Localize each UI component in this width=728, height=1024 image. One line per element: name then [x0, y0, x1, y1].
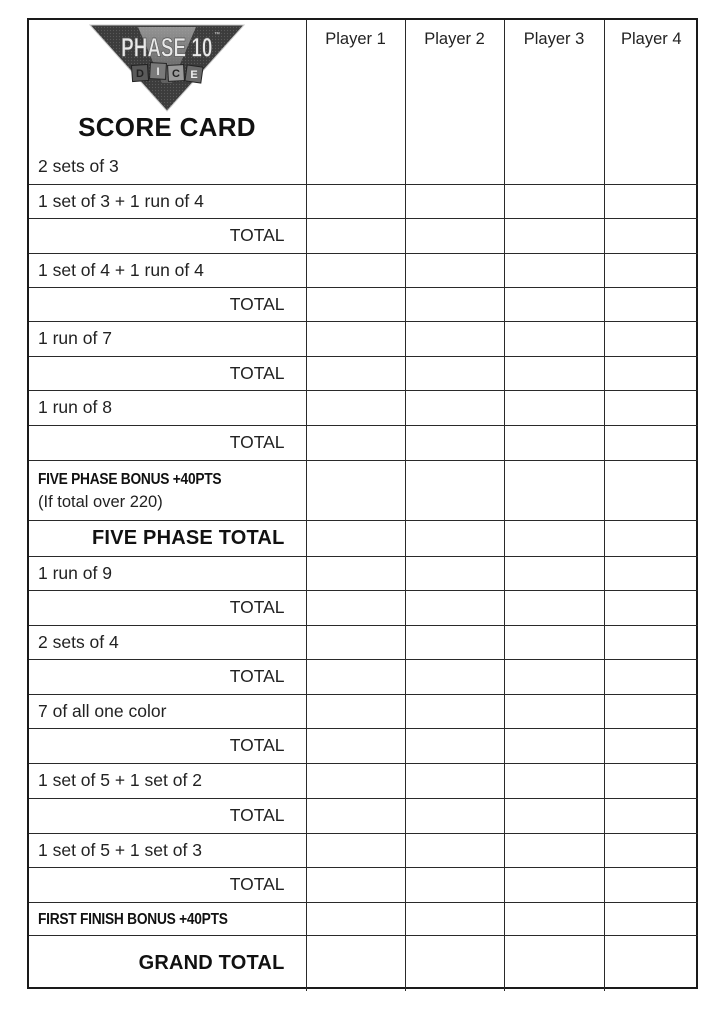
row-label-cell — [29, 287, 306, 321]
score-cell-player-2[interactable] — [405, 149, 504, 184]
score-cell-player-2[interactable] — [405, 833, 504, 867]
score-row — [29, 659, 698, 694]
score-table — [29, 20, 698, 991]
row-label-cell — [29, 590, 306, 625]
score-row — [29, 253, 698, 287]
score-row — [29, 694, 698, 728]
score-cell-player-3[interactable] — [504, 728, 604, 763]
score-cell-player-2[interactable] — [405, 460, 504, 520]
score-cell-player-1[interactable] — [306, 253, 405, 287]
score-rows — [29, 149, 698, 991]
score-cell-player-4[interactable] — [604, 694, 698, 728]
svg-text:I: I — [156, 66, 160, 78]
row-label-cell — [29, 149, 306, 184]
score-row — [29, 425, 698, 460]
row-label-cell — [29, 867, 306, 902]
score-row — [29, 935, 698, 991]
svg-text:PHASE 10: PHASE 10 — [121, 32, 213, 63]
score-row — [29, 625, 698, 659]
row-label-cell — [29, 321, 306, 356]
score-cell-player-4[interactable] — [604, 763, 698, 798]
score-cell-player-4[interactable] — [604, 625, 698, 659]
row-label-cell — [29, 935, 306, 991]
score-cell-player-4[interactable] — [604, 556, 698, 590]
phase-label: 1 set of 3 + 1 run of 4 — [38, 190, 204, 211]
score-cell-player-3[interactable] — [504, 798, 604, 833]
score-row — [29, 763, 698, 798]
phase-label: 1 set of 5 + 1 set of 2 — [38, 770, 202, 790]
row-label-cell — [29, 902, 306, 935]
score-cell-player-3[interactable] — [504, 763, 604, 798]
total-label: TOTAL — [229, 362, 285, 383]
total-label: TOTAL — [229, 225, 285, 245]
score-row — [29, 149, 698, 184]
score-cell-player-3[interactable] — [504, 833, 604, 867]
score-cell-player-1[interactable] — [306, 625, 405, 659]
score-row — [29, 520, 698, 556]
score-row — [29, 833, 698, 867]
score-cell-player-2[interactable] — [405, 520, 504, 556]
total-label: TOTAL — [229, 666, 285, 686]
score-cell-player-3[interactable] — [504, 935, 604, 991]
score-cell-player-2[interactable] — [405, 556, 504, 590]
score-cell-player-4[interactable] — [604, 935, 698, 991]
row-label-cell — [29, 218, 306, 253]
score-cell-player-4[interactable] — [604, 390, 698, 425]
score-cell-player-3[interactable] — [504, 460, 604, 520]
score-cell-player-3[interactable] — [504, 556, 604, 590]
score-cell-player-3[interactable] — [504, 356, 604, 390]
row-label-cell — [29, 625, 306, 659]
svg-text:E: E — [190, 69, 198, 81]
score-cell-player-2[interactable] — [405, 867, 504, 902]
score-cell-player-4[interactable] — [604, 867, 698, 902]
score-cell-player-2[interactable] — [405, 184, 504, 218]
score-cell-player-1[interactable] — [306, 867, 405, 902]
score-row — [29, 390, 698, 425]
score-cell-player-1[interactable] — [306, 321, 405, 356]
phase-label: 1 run of 9 — [38, 562, 112, 583]
score-cell-player-2[interactable] — [405, 694, 504, 728]
player-2-header: Player 2 — [405, 20, 504, 149]
score-cell-player-4[interactable] — [604, 184, 698, 218]
score-cell-player-2[interactable] — [405, 218, 504, 253]
score-row — [29, 321, 698, 356]
score-cell-player-1[interactable] — [306, 935, 405, 991]
score-row — [29, 728, 698, 763]
header-row — [29, 20, 698, 149]
score-cell-player-2[interactable] — [405, 935, 504, 991]
row-label-cell — [29, 833, 306, 867]
svg-text:C: C — [172, 68, 180, 80]
score-cell-player-2[interactable] — [405, 728, 504, 763]
score-cell-player-3[interactable] — [504, 218, 604, 253]
score-cell-player-4[interactable] — [604, 902, 698, 935]
score-cell-player-3[interactable] — [504, 253, 604, 287]
player-4-header: Player 4 — [604, 20, 698, 149]
score-card — [27, 18, 698, 989]
player-3-header: Player 3 — [504, 20, 604, 149]
score-row — [29, 867, 698, 902]
score-row — [29, 356, 698, 390]
score-cell-player-2[interactable] — [405, 253, 504, 287]
score-cell-player-4[interactable] — [604, 798, 698, 833]
player-1-header: Player 1 — [306, 20, 405, 149]
logo-cell — [29, 20, 306, 149]
row-label-cell — [29, 425, 306, 460]
score-cell-player-3[interactable] — [504, 184, 604, 218]
score-cell-player-2[interactable] — [405, 902, 504, 935]
row-label-cell — [29, 659, 306, 694]
score-cell-player-3[interactable] — [504, 867, 604, 902]
score-cell-player-4[interactable] — [604, 149, 698, 184]
score-cell-player-3[interactable] — [504, 321, 604, 356]
score-cell-player-1[interactable] — [306, 590, 405, 625]
row-label-cell — [29, 520, 306, 556]
score-row — [29, 902, 698, 935]
score-cell-player-2[interactable] — [405, 390, 504, 425]
row-label-cell — [29, 763, 306, 798]
score-cell-player-1[interactable] — [306, 833, 405, 867]
score-cell-player-1[interactable] — [306, 520, 405, 556]
score-cell-player-2[interactable] — [405, 798, 504, 833]
row-label-cell — [29, 460, 306, 520]
score-cell-player-1[interactable] — [306, 149, 405, 184]
score-cell-player-3[interactable] — [504, 590, 604, 625]
bonus-condition-note: (If total over 220) — [38, 493, 163, 511]
score-cell-player-3[interactable] — [504, 659, 604, 694]
phase-label: 1 run of 8 — [38, 397, 112, 417]
score-cell-player-2[interactable] — [405, 425, 504, 460]
score-cell-player-4[interactable] — [604, 590, 698, 625]
total-label: TOTAL — [229, 432, 285, 452]
score-cell-player-1[interactable] — [306, 798, 405, 833]
score-cell-player-4[interactable] — [604, 460, 698, 520]
score-cell-player-2[interactable] — [405, 287, 504, 321]
grand-total-label: FIVE PHASE TOTAL — [92, 526, 285, 549]
score-cell-player-3[interactable] — [504, 902, 604, 935]
phase-label: 1 set of 4 + 1 run of 4 — [38, 259, 204, 280]
score-cell-player-1[interactable] — [306, 184, 405, 218]
score-row — [29, 590, 698, 625]
grand-total-label: GRAND TOTAL — [138, 951, 285, 974]
total-label: TOTAL — [229, 597, 285, 617]
score-cell-player-3[interactable] — [504, 149, 604, 184]
total-label: TOTAL — [229, 874, 285, 894]
score-cell-player-4[interactable] — [604, 659, 698, 694]
score-cell-player-1[interactable] — [306, 287, 405, 321]
row-label-cell — [29, 556, 306, 590]
score-cell-player-4[interactable] — [604, 253, 698, 287]
score-cell-player-1[interactable] — [306, 390, 405, 425]
score-cell-player-2[interactable] — [405, 356, 504, 390]
score-row — [29, 287, 698, 321]
score-cell-player-4[interactable] — [604, 425, 698, 460]
svg-text:™: ™ — [214, 32, 220, 38]
row-label-cell — [29, 184, 306, 218]
total-label: TOTAL — [229, 735, 285, 755]
row-label-cell — [29, 694, 306, 728]
row-label-cell — [29, 356, 306, 390]
score-cell-player-1[interactable] — [306, 902, 405, 935]
score-cell-player-4[interactable] — [604, 520, 698, 556]
phase-label: 2 sets of 4 — [38, 631, 119, 652]
score-row — [29, 460, 698, 520]
score-row — [29, 184, 698, 218]
score-cell-player-2[interactable] — [405, 590, 504, 625]
score-cell-player-4[interactable] — [604, 287, 698, 321]
score-cell-player-3[interactable] — [504, 287, 604, 321]
score-cell-player-3[interactable] — [504, 390, 604, 425]
score-cell-player-4[interactable] — [604, 321, 698, 356]
phase-label: 1 set of 5 + 1 set of 3 — [38, 839, 202, 860]
score-row — [29, 556, 698, 590]
score-cell-player-3[interactable] — [504, 694, 604, 728]
score-cell-player-1[interactable] — [306, 425, 405, 460]
score-cell-player-1[interactable] — [306, 460, 405, 520]
score-cell-player-2[interactable] — [405, 763, 504, 798]
score-cell-player-3[interactable] — [504, 520, 604, 556]
score-cell-player-1[interactable] — [306, 556, 405, 590]
score-cell-player-2[interactable] — [405, 625, 504, 659]
svg-text:D: D — [136, 68, 144, 80]
row-label-cell — [29, 253, 306, 287]
score-cell-player-1[interactable] — [306, 763, 405, 798]
score-row — [29, 218, 698, 253]
score-cell-player-2[interactable] — [405, 321, 504, 356]
score-cell-player-1[interactable] — [306, 728, 405, 763]
total-label: TOTAL — [229, 293, 285, 314]
score-cell-player-3[interactable] — [504, 625, 604, 659]
phase-label: 1 run of 7 — [38, 328, 112, 348]
score-cell-player-2[interactable] — [405, 659, 504, 694]
score-cell-player-3[interactable] — [504, 425, 604, 460]
score-cell-player-1[interactable] — [306, 694, 405, 728]
phase-label: 7 of all one color — [38, 700, 167, 721]
score-cell-player-1[interactable] — [306, 356, 405, 390]
score-cell-player-1[interactable] — [306, 218, 405, 253]
total-label: TOTAL — [229, 805, 285, 825]
score-cell-player-4[interactable] — [604, 356, 698, 390]
row-label-cell — [29, 390, 306, 425]
phase-label: 2 sets of 3 — [38, 155, 119, 176]
bonus-label: FIRST FINISH BONUS +40PTS — [38, 911, 228, 928]
bonus-label: FIVE PHASE BONUS +40PTS — [38, 471, 222, 488]
score-cell-player-1[interactable] — [306, 659, 405, 694]
score-card-title: SCORE CARD — [78, 112, 256, 142]
score-cell-player-4[interactable] — [604, 218, 698, 253]
row-label-cell — [29, 798, 306, 833]
phase10-dice-logo-icon — [88, 23, 246, 113]
score-cell-player-4[interactable] — [604, 728, 698, 763]
score-row — [29, 798, 698, 833]
score-cell-player-4[interactable] — [604, 833, 698, 867]
row-label-cell — [29, 728, 306, 763]
